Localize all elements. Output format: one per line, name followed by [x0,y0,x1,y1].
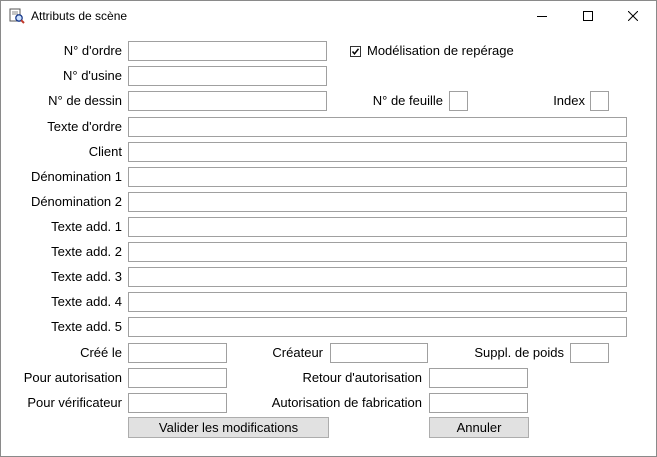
cree-le-label: Créé le [80,345,122,360]
usine-label: N° d'usine [63,68,122,83]
texte-add2-label: Texte add. 2 [51,244,122,259]
ordre-field[interactable] [128,41,327,61]
pour-autorisation-label: Pour autorisation [23,370,122,385]
index-field[interactable] [590,91,609,111]
texte-add2-field[interactable] [128,242,627,262]
maximize-button[interactable] [565,1,611,31]
dessin-label: N° de dessin [48,93,122,108]
client-field[interactable] [128,142,627,162]
pour-verificateur-field[interactable] [128,393,227,413]
pour-verificateur-label: Pour vérificateur [27,395,122,410]
texte-add4-label: Texte add. 4 [51,294,122,309]
title-bar[interactable] [1,1,656,32]
close-icon [628,9,638,24]
denomination2-label: Dénomination 2 [30,194,122,209]
ordre-label: N° d'ordre [63,43,122,58]
texte-ordre-label: Texte d'ordre [47,119,122,134]
close-button[interactable] [610,1,656,31]
denomination1-label: Dénomination 1 [30,169,122,184]
modelisation-label[interactable]: Modélisation de repérage [367,43,514,58]
denomination2-field[interactable] [128,192,627,212]
texte-add5-label: Texte add. 5 [51,319,122,334]
suppl-poids-label: Suppl. de poids [474,345,564,360]
window-title: Attributs de scène [31,9,128,23]
texte-add1-label: Texte add. 1 [51,219,122,234]
autorisation-fabrication-field[interactable] [429,393,528,413]
retour-autorisation-field[interactable] [429,368,528,388]
retour-autorisation-label: Retour d'autorisation [302,370,422,385]
autorisation-fabrication-label: Autorisation de fabrication [271,395,422,410]
client-label: Client [88,144,122,159]
texte-add3-label: Texte add. 3 [51,269,122,284]
usine-field[interactable] [128,66,327,86]
createur-label: Créateur [272,345,323,360]
pour-autorisation-field[interactable] [128,368,227,388]
maximize-icon [583,9,593,24]
texte-add1-field[interactable] [128,217,627,237]
modelisation-checkbox[interactable] [350,46,361,57]
minimize-icon [537,9,547,24]
feuille-label: N° de feuille [372,93,443,108]
denomination1-field[interactable] [128,167,627,187]
feuille-field[interactable] [449,91,468,111]
cree-le-field[interactable] [128,343,227,363]
createur-field[interactable] [330,343,428,363]
texte-ordre-field[interactable] [128,117,627,137]
minimize-button[interactable] [519,1,565,31]
dessin-field[interactable] [128,91,327,111]
texte-add4-field[interactable] [128,292,627,312]
checkmark-icon [351,47,360,56]
app-search-icon [9,8,25,24]
valider-button[interactable]: Valider les modifications [128,417,329,438]
texte-add5-field[interactable] [128,317,627,337]
suppl-poids-field[interactable] [570,343,609,363]
index-label: Index [553,93,585,108]
annuler-button[interactable]: Annuler [429,417,529,438]
texte-add3-field[interactable] [128,267,627,287]
dialog-body [1,32,656,456]
